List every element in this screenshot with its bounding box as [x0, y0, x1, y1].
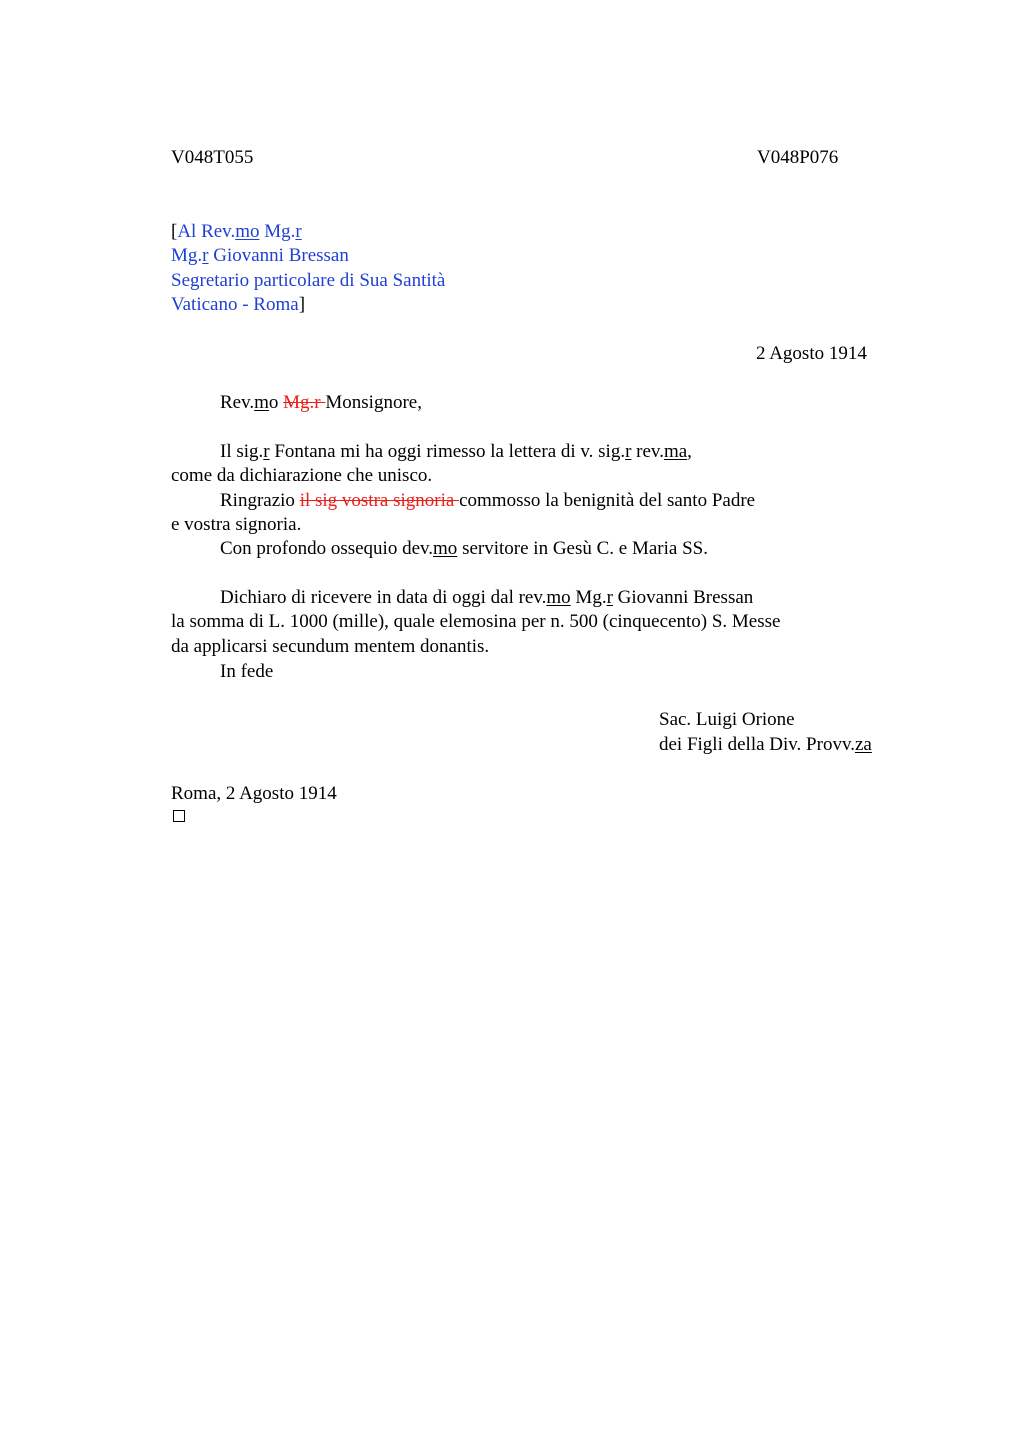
- document-code-left: V048T055: [171, 147, 254, 168]
- signature-title: dei Figli della Div. Provv.za: [659, 734, 872, 755]
- paragraph-1-line-2: come da dichiarazione che unisco.: [171, 465, 433, 486]
- paragraph-1-line-1: Il sig.r Fontana mi ha oggi rimesso la lettera di v. sig.r rev.ma,: [220, 441, 692, 462]
- declaration-line-4: In fede: [220, 661, 274, 682]
- open-bracket: [: [171, 221, 178, 242]
- paragraph-2-line-2: e vostra signoria.: [171, 514, 302, 535]
- signature-name: Sac. Luigi Orione: [659, 709, 795, 730]
- place-and-date: Roma, 2 Agosto 1914: [171, 783, 337, 804]
- address-line-4: Vaticano - Roma]: [171, 294, 306, 315]
- address-line-3: Segretario particolare di Sua Santità: [171, 270, 446, 291]
- struck-text: Mg.r: [283, 392, 326, 413]
- letter-date: 2 Agosto 1914: [756, 343, 867, 364]
- document-code-right: V048P076: [757, 147, 839, 168]
- address-line-2: Mg.r Giovanni Bressan: [171, 245, 349, 266]
- empty-box-icon: [173, 810, 185, 822]
- salutation: Rev.mo Mg.r Monsignore,: [220, 392, 422, 413]
- paragraph-2-line-1: Ringrazio il sig vostra signoria commosso la benignità del santo Padre: [220, 490, 756, 511]
- address-line-1: [Al Rev.mo Mg.r: [171, 221, 302, 242]
- struck-text: il sig vostra signoria: [299, 490, 460, 511]
- paragraph-3: Con profondo ossequio dev.mo servitore in Gesù C. e Maria SS.: [220, 538, 708, 559]
- declaration-line-2: la somma di L. 1000 (mille), quale elemosina per n. 500 (cinquecento) S. Messe: [171, 611, 781, 632]
- declaration-line-1: Dichiaro di ricevere in data di oggi dal rev.mo Mg.r Giovanni Bressan: [220, 587, 754, 608]
- close-bracket: ]: [298, 294, 306, 315]
- declaration-line-3: da applicarsi secundum mentem donantis.: [171, 636, 490, 657]
